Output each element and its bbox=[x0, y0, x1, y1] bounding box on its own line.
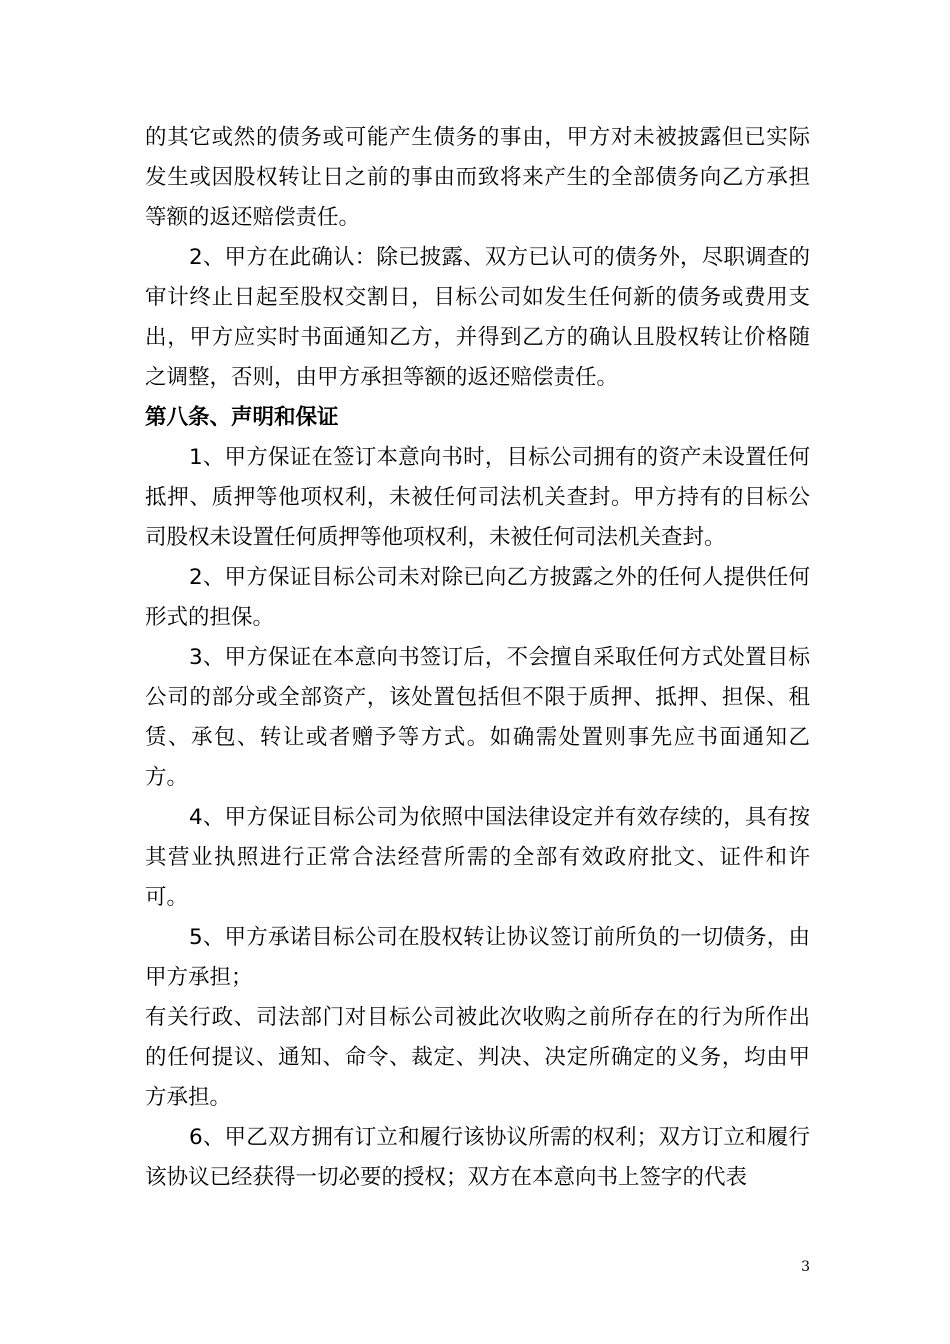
paragraph-warranty-5: 5、甲方承诺目标公司在股权转让协议签订前所负的一切债务，由甲方承担； bbox=[145, 925, 810, 990]
page-number: 3 bbox=[801, 1259, 810, 1275]
paragraph-continuation: 的其它或然的债务或可能产生债务的事由，甲方对未被披露但已实际发生或因股权转让日之前的事由而致将来产生的全部债务向乙方承担等额的返还赔偿责任。 bbox=[145, 125, 810, 230]
paragraph-warranty-3: 3、甲方保证在本意向书签订后，不会擅自采取任何方式处置目标公司的部分或全部资产，该处置包括但不限于质押、抵押、担保、租赁、承包、转让或者赠予等方式。如确需处置则事先应书面通知乙方。 bbox=[145, 645, 810, 790]
section-heading-article-8: 第八条、声明和保证 bbox=[145, 405, 339, 430]
paragraph-warranty-1: 1、甲方保证在签订本意向书时，目标公司拥有的资产未设置任何抵押、质押等他项权利，未被任何司法机关查封。甲方持有的目标公司股权未设置任何质押等他项权利，未被任何司法机关查封。 bbox=[145, 445, 810, 550]
document-body bbox=[145, 118, 810, 1198]
paragraph-warranty-6: 6、甲乙双方拥有订立和履行该协议所需的权利；双方订立和履行该协议已经获得一切必要的授权；双方在本意向书上签字的代表 bbox=[145, 1125, 810, 1190]
paragraph-clause-2-confirmation: 2、甲方在此确认：除已披露、双方已认可的债务外，尽职调查的审计终止日起至股权交割日，目标公司如发生任何新的债务或费用支出，甲方应实时书面通知乙方，并得到乙方的确认且股权转让价格随之调整，否则，由甲方承担等额的返还赔偿责任。 bbox=[145, 245, 810, 390]
paragraph-warranty-4: 4、甲方保证目标公司为依照中国法律设定并有效存续的，具有按其营业执照进行正常合法经营所需的全部有效政府批文、证件和许可。 bbox=[145, 805, 810, 910]
paragraph-warranty-2: 2、甲方保证目标公司未对除已向乙方披露之外的任何人提供任何形式的担保。 bbox=[145, 565, 810, 630]
paragraph-warranty-5-continued: 有关行政、司法部门对目标公司被此次收购之前所存在的行为所作出的任何提议、通知、命令、裁定、判决、决定所确定的义务，均由甲方承担。 bbox=[145, 1005, 810, 1110]
